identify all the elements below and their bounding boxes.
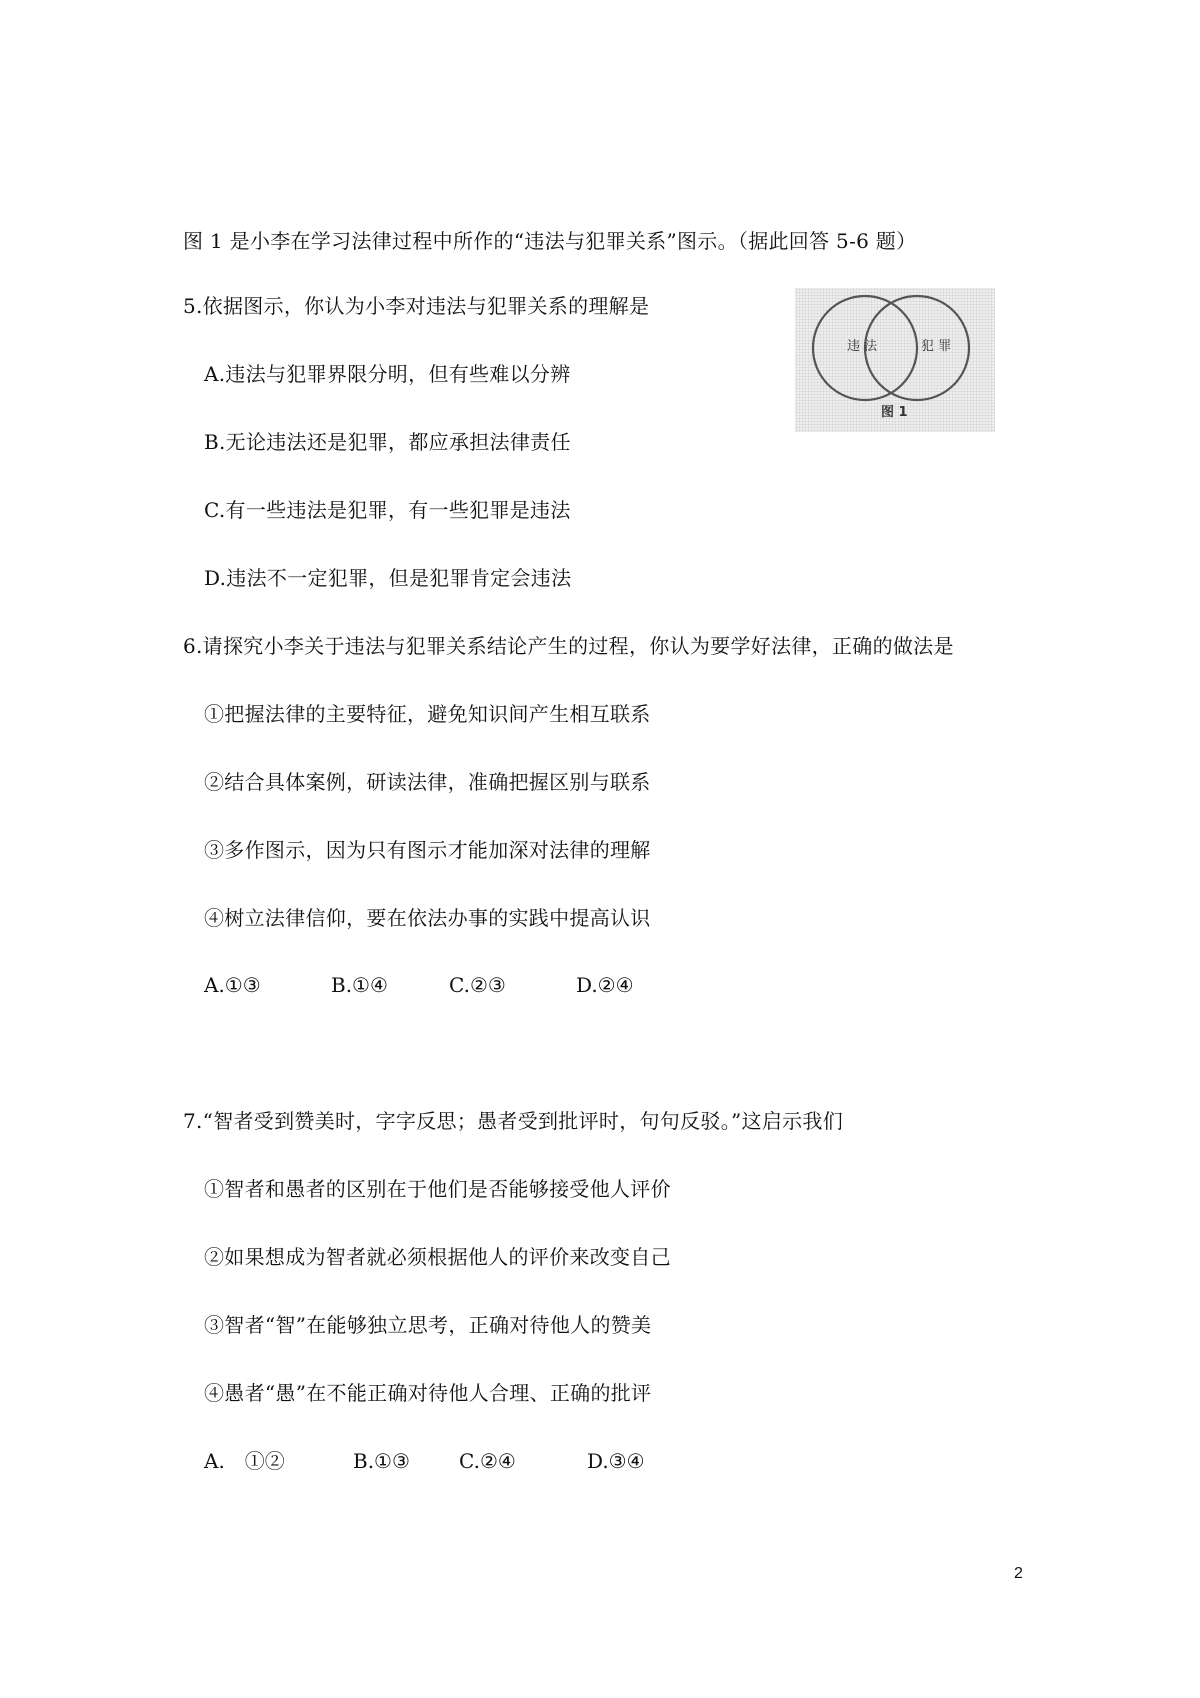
question-7-item-2: ②如果想成为智者就必须根据他人的评价来改变自己 [204,1245,671,1269]
question-5-option-b: B.无论违法还是犯罪，都应承担法律责任 [204,430,571,454]
question-6-stem: 6.请探究小李关于违法与犯罪关系结论产生的过程，你认为要学好法律，正确的做法是 [183,634,954,658]
question-7-choice-c: C.②④ [459,1449,516,1473]
venn-diagram-figure [795,288,995,432]
question-7-item-4: ④愚者“愚”在不能正确对待他人合理、正确的批评 [204,1381,652,1405]
question-5-stem: 5.依据图示，你认为小李对违法与犯罪关系的理解是 [183,294,650,318]
question-5-option-a: A.违法与犯罪界限分明，但有些难以分辨 [204,362,571,386]
question-6-item-1: ①把握法律的主要特征，避免知识间产生相互联系 [204,702,651,726]
intro-text: 图 1 是小李在学习法律过程中所作的“违法与犯罪关系”图示。（据此回答 5-6 题） [183,229,917,253]
question-7-item-3: ③智者“智”在能够独立思考，正确对待他人的赞美 [204,1313,652,1337]
question-6-choice-c: C.②③ [449,973,506,997]
venn-diagram [795,288,995,432]
question-7-stem: 7.“智者受到赞美时，字字反思；愚者受到批评时，句句反驳。”这启示我们 [183,1109,844,1133]
figure-caption: 图 1 [881,405,908,420]
question-6-item-2: ②结合具体案例，研读法律，准确把握区别与联系 [204,770,651,794]
question-7-choice-b: B.①③ [353,1449,410,1473]
question-7-item-1: ①智者和愚者的区别在于他们是否能够接受他人评价 [204,1177,671,1201]
question-6-choice-a: A.①③ [204,973,261,997]
question-7-choice-d: D.③④ [587,1449,645,1473]
crime-label: 犯 罪 [921,339,952,354]
question-6-item-4: ④树立法律信仰，要在依法办事的实践中提高认识 [204,906,651,930]
question-5-option-c: C.有一些违法是犯罪，有一些犯罪是违法 [204,498,571,522]
question-5-option-d: D.违法不一定犯罪，但是犯罪肯定会违法 [204,566,572,590]
illegal-label: 违 法 [847,339,878,354]
question-6-choice-b: B.①④ [331,973,388,997]
page-number: 2 [1014,1565,1023,1582]
question-6-item-3: ③多作图示，因为只有图示才能加深对法律的理解 [204,838,651,862]
question-6-choice-d: D.②④ [576,973,634,997]
question-7-choice-a: A. ①② [204,1449,285,1473]
